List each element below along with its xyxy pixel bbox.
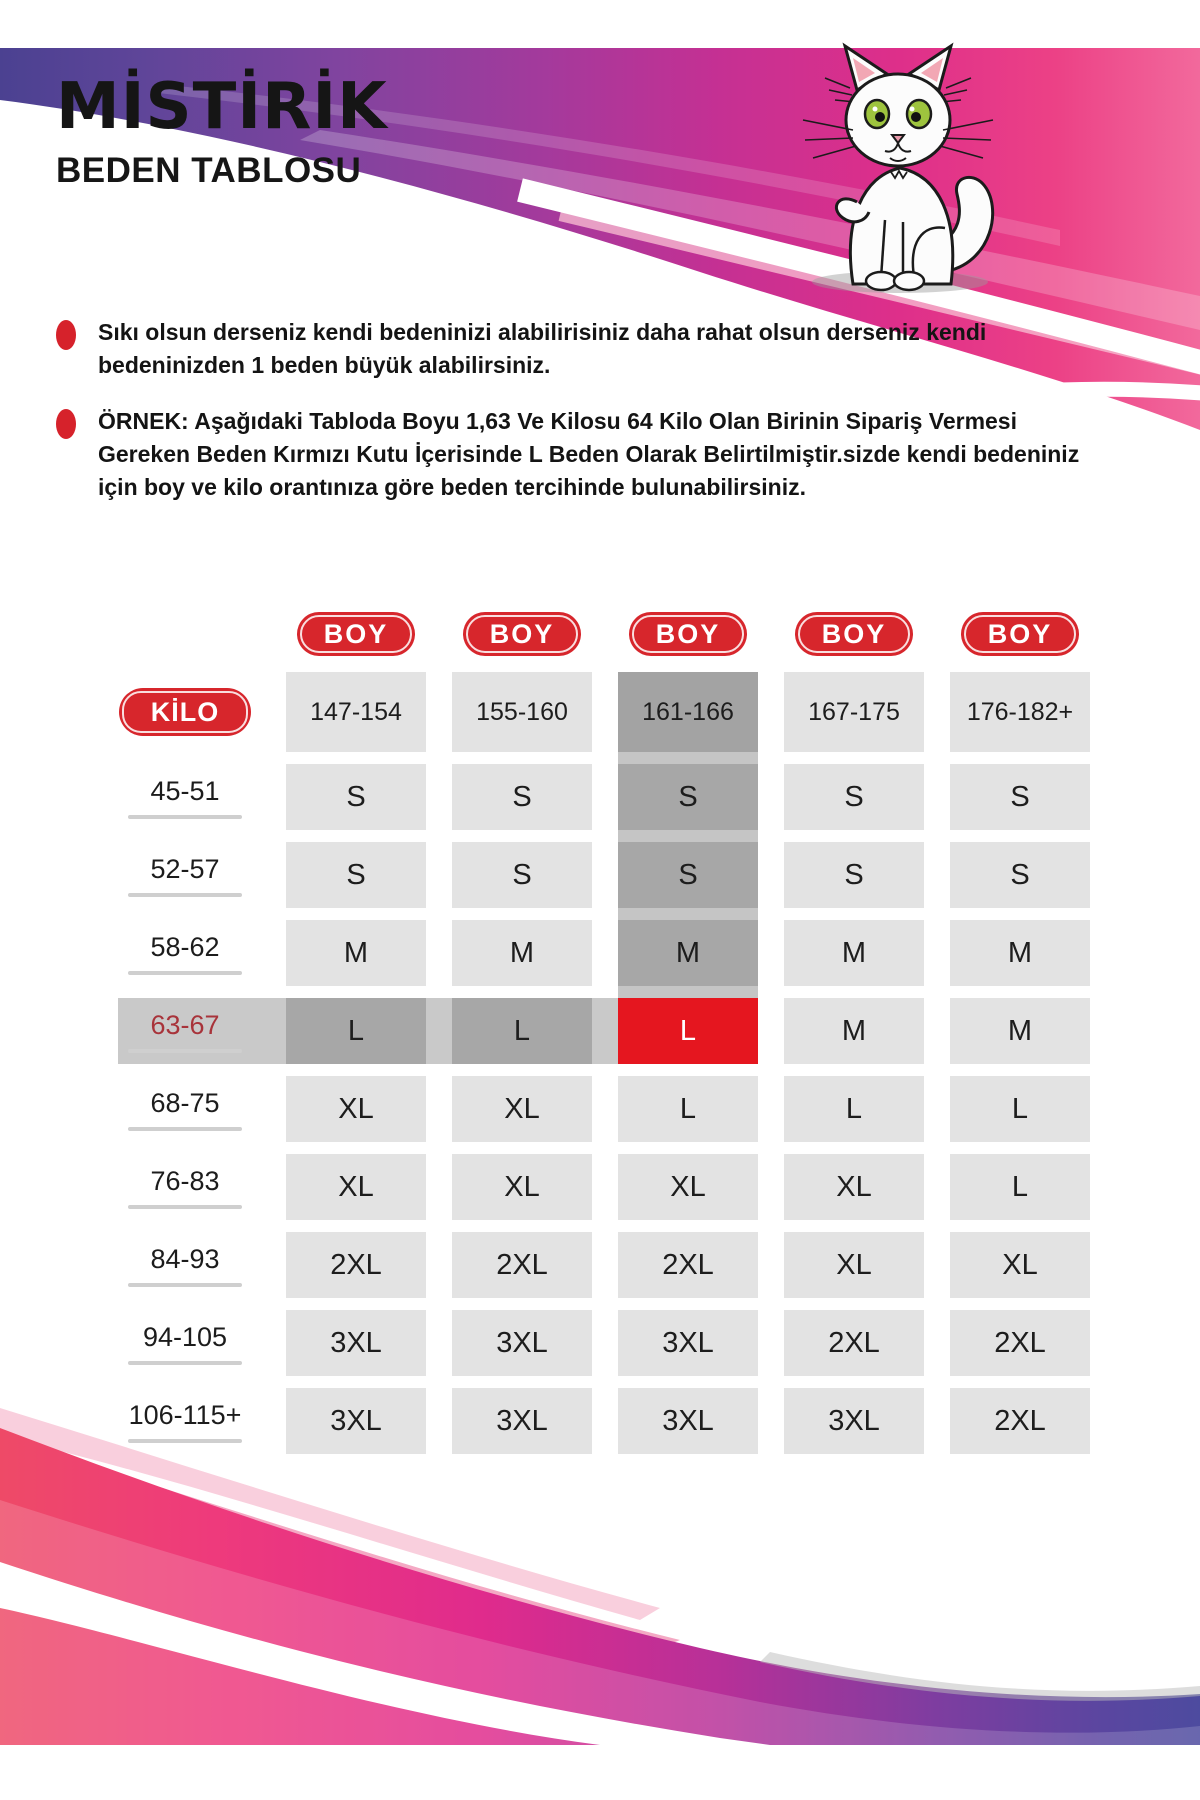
size-cell: L bbox=[784, 1076, 924, 1142]
weight-range: 63-67 bbox=[150, 1009, 220, 1040]
size-cell: XL bbox=[618, 1154, 758, 1220]
boy-pill bbox=[463, 612, 581, 656]
notes-section bbox=[56, 316, 1112, 527]
bullet-icon bbox=[56, 409, 76, 439]
size-cell: XL bbox=[950, 1232, 1090, 1298]
note-text: ÖRNEK: Aşağıdaki Tabloda Boyu 1,63 Ve Kilosu 64 Kilo Olan Birinin Sipariş Vermesi Gereken Beden Kırmızı Kutu İçerisinde L Beden Olarak Belirtilmiştir.sizde kendi bedeniniz için boy ve kilo orantınıza göre beden tercihinde bulunabilirsiniz. bbox=[98, 408, 1080, 500]
label-underline bbox=[128, 893, 242, 897]
brand-title: MİSTİRİK bbox=[56, 70, 388, 144]
weight-range: 94-105 bbox=[142, 1321, 228, 1352]
size-cell: S bbox=[784, 842, 924, 908]
label-underline bbox=[128, 1361, 242, 1365]
size-cell: S bbox=[618, 764, 758, 830]
boy-pill-label: BOY bbox=[821, 618, 887, 649]
size-cell: M bbox=[950, 920, 1090, 986]
size-cell: 3XL bbox=[286, 1388, 426, 1454]
weight-range: 58-62 bbox=[150, 931, 220, 962]
label-underline bbox=[128, 1127, 242, 1131]
size-cell: 3XL bbox=[618, 1388, 758, 1454]
size-cell: XL bbox=[286, 1154, 426, 1220]
cat-head bbox=[846, 74, 950, 166]
weight-row-label bbox=[110, 998, 260, 1064]
size-cell: 2XL bbox=[950, 1310, 1090, 1376]
kilo-header bbox=[110, 672, 260, 752]
label-underline bbox=[128, 1049, 242, 1053]
size-cell: S bbox=[452, 842, 592, 908]
boy-pill-label: BOY bbox=[323, 618, 389, 649]
weight-row-label bbox=[110, 764, 260, 830]
boy-pill bbox=[297, 612, 415, 656]
size-cell: S bbox=[950, 764, 1090, 830]
size-cell: S bbox=[618, 842, 758, 908]
size-cell: M bbox=[950, 998, 1090, 1064]
size-cell: M bbox=[784, 920, 924, 986]
kilo-pill-label: KİLO bbox=[150, 696, 220, 727]
weight-range: 45-51 bbox=[150, 775, 220, 806]
label-underline bbox=[128, 971, 242, 975]
brand-header bbox=[56, 70, 388, 191]
size-cell: 2XL bbox=[452, 1232, 592, 1298]
size-cell: L bbox=[452, 998, 592, 1064]
note-text: Sıkı olsun derseniz kendi bedeninizi alabilirisiniz daha rahat olsun derseniz kendi bedeninizden 1 beden büyük alabilirsiniz. bbox=[98, 319, 987, 378]
note-item bbox=[56, 405, 1112, 503]
boy-pills-row bbox=[110, 612, 1090, 658]
height-header-cell: 147-154 bbox=[286, 672, 426, 752]
boy-pill-label: BOY bbox=[655, 618, 721, 649]
size-cell: 2XL bbox=[286, 1232, 426, 1298]
boy-pill-label: BOY bbox=[987, 618, 1053, 649]
size-cell: XL bbox=[784, 1154, 924, 1220]
size-table bbox=[110, 612, 1090, 1454]
weight-range: 76-83 bbox=[150, 1165, 220, 1196]
height-header-cell-highlighted: 161-166 bbox=[618, 672, 758, 752]
weight-row-label bbox=[110, 1232, 260, 1298]
size-cell: 2XL bbox=[784, 1310, 924, 1376]
size-cell: 2XL bbox=[950, 1388, 1090, 1454]
weight-range: 84-93 bbox=[150, 1243, 220, 1274]
size-cell: 3XL bbox=[452, 1388, 592, 1454]
size-cell: M bbox=[286, 920, 426, 986]
weight-row-label bbox=[110, 1310, 260, 1376]
size-cell: 3XL bbox=[286, 1310, 426, 1376]
height-header-cell: 167-175 bbox=[784, 672, 924, 752]
size-cell: S bbox=[784, 764, 924, 830]
size-cell: S bbox=[950, 842, 1090, 908]
weight-row-label bbox=[110, 1388, 260, 1454]
page-title: BEDEN TABLOSU bbox=[56, 151, 362, 191]
size-cell: L bbox=[286, 998, 426, 1064]
example-size-cell: L bbox=[618, 998, 758, 1064]
size-cell: M bbox=[452, 920, 592, 986]
label-underline bbox=[128, 1283, 242, 1287]
size-grid bbox=[110, 672, 1090, 1454]
weight-range: 106-115+ bbox=[128, 1399, 242, 1430]
label-underline bbox=[128, 815, 242, 819]
size-cell: XL bbox=[452, 1154, 592, 1220]
cat-illustration bbox=[795, 40, 1005, 295]
bullet-icon bbox=[56, 320, 76, 350]
height-header-cell: 176-182+ bbox=[950, 672, 1090, 752]
size-cell: L bbox=[950, 1154, 1090, 1220]
kilo-pill bbox=[119, 688, 251, 736]
size-cell: M bbox=[784, 998, 924, 1064]
size-cell: XL bbox=[452, 1076, 592, 1142]
weight-range: 68-75 bbox=[150, 1087, 220, 1118]
label-underline bbox=[128, 1205, 242, 1209]
size-cell: XL bbox=[784, 1232, 924, 1298]
boy-pill-label: BOY bbox=[489, 618, 555, 649]
size-cell: M bbox=[618, 920, 758, 986]
size-cell: L bbox=[618, 1076, 758, 1142]
weight-row-label bbox=[110, 1076, 260, 1142]
note-item bbox=[56, 316, 1112, 381]
boy-pill bbox=[629, 612, 747, 656]
weight-row-label bbox=[110, 1154, 260, 1220]
size-cell: 2XL bbox=[618, 1232, 758, 1298]
cat-body bbox=[850, 168, 952, 284]
size-cell: XL bbox=[286, 1076, 426, 1142]
weight-row-label bbox=[110, 920, 260, 986]
weight-range: 52-57 bbox=[150, 853, 220, 884]
size-cell: 3XL bbox=[618, 1310, 758, 1376]
boy-pill bbox=[795, 612, 913, 656]
weight-row-label bbox=[110, 842, 260, 908]
size-cell: 3XL bbox=[784, 1388, 924, 1454]
height-header-cell: 155-160 bbox=[452, 672, 592, 752]
bottom-swoosh-decoration bbox=[0, 1400, 1200, 1800]
size-cell: S bbox=[452, 764, 592, 830]
size-cell: L bbox=[950, 1076, 1090, 1142]
label-underline bbox=[128, 1439, 242, 1443]
boy-pill bbox=[961, 612, 1079, 656]
size-cell: S bbox=[286, 842, 426, 908]
size-cell: 3XL bbox=[452, 1310, 592, 1376]
size-cell: S bbox=[286, 764, 426, 830]
